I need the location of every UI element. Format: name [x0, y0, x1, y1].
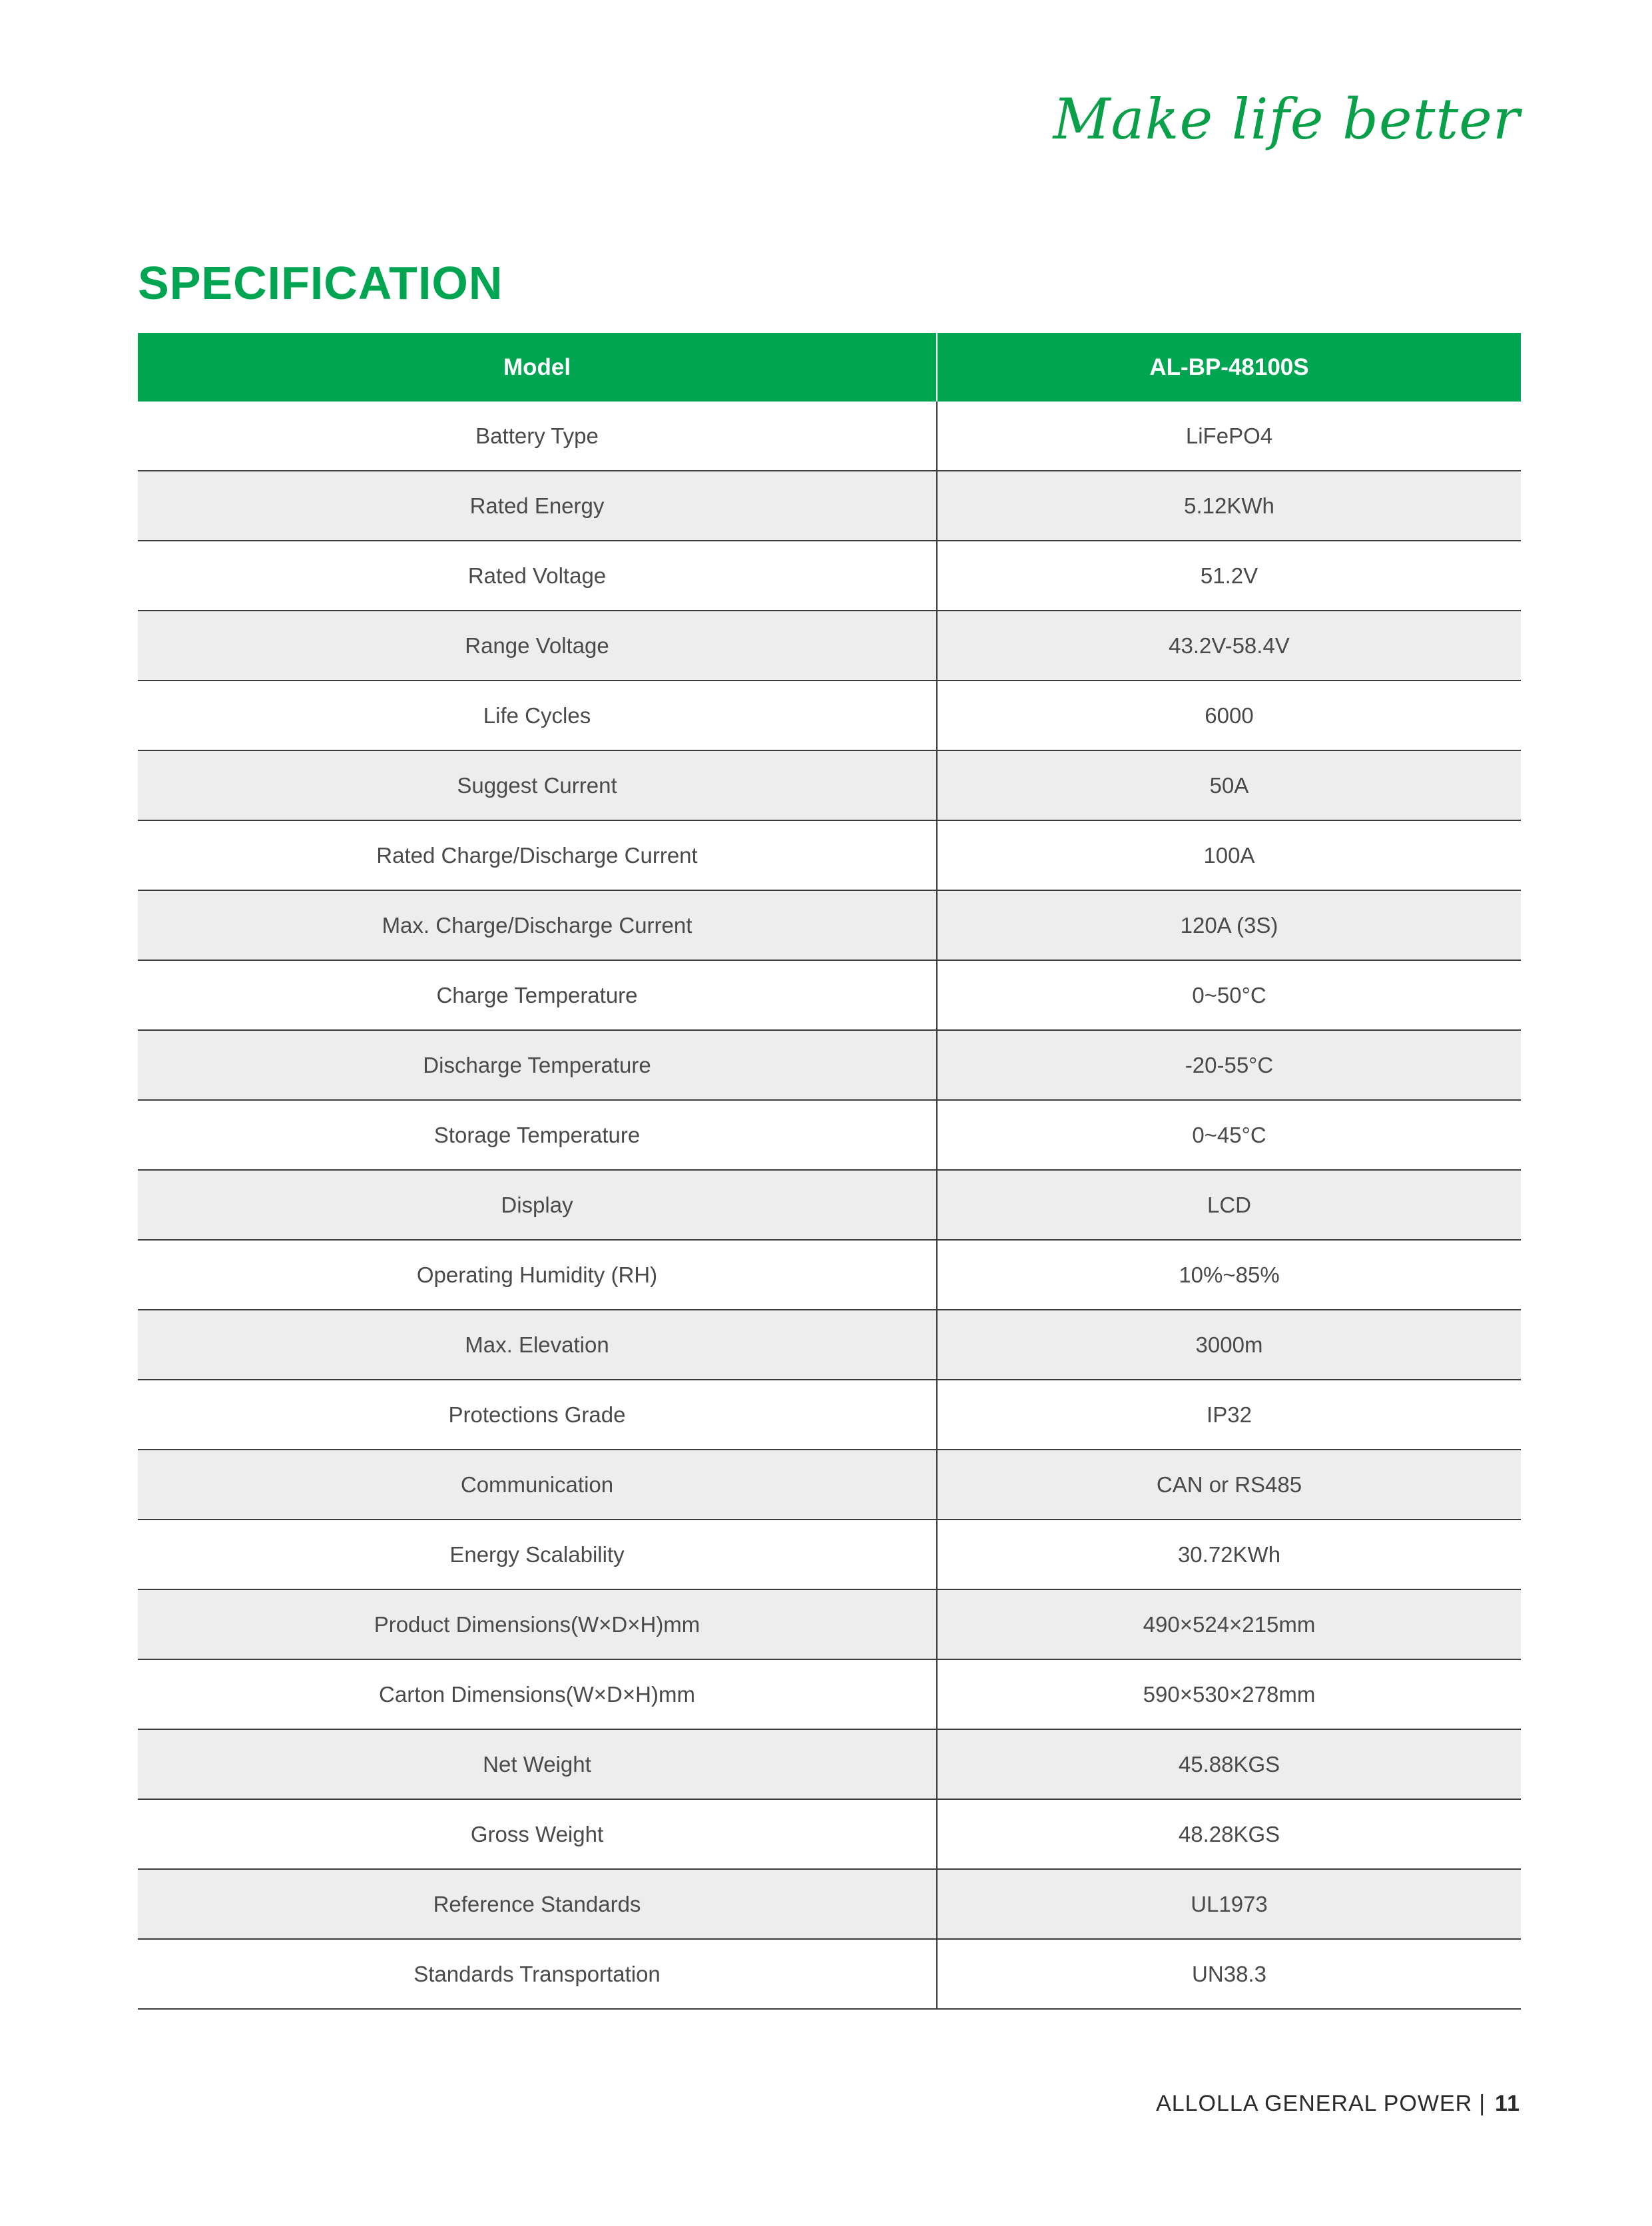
table-cell-value: 0~50°C [937, 960, 1521, 1030]
table-row [138, 890, 1521, 960]
table-row [138, 1310, 1521, 1380]
table-row [138, 541, 1521, 611]
table-cell-label: Reference Standards [138, 1869, 937, 1939]
table-cell-label: Gross Weight [138, 1799, 937, 1869]
table-cell-value: 48.28KGS [937, 1799, 1521, 1869]
table-cell-value: 30.72KWh [937, 1520, 1521, 1589]
table-row [138, 1380, 1521, 1450]
table-cell-label: Storage Temperature [138, 1100, 937, 1170]
tagline: Make life better [1053, 87, 1520, 152]
table-cell-value: IP32 [937, 1380, 1521, 1450]
table-cell-label: Rated Voltage [138, 541, 937, 611]
table-cell-value: 6000 [937, 681, 1521, 750]
table-cell-label: Carton Dimensions(W×D×H)mm [138, 1659, 937, 1729]
table-cell-label: Discharge Temperature [138, 1030, 937, 1100]
table-row [138, 1520, 1521, 1589]
table-cell-label: Rated Charge/Discharge Current [138, 820, 937, 890]
table-cell-value: 590×530×278mm [937, 1659, 1521, 1729]
table-cell-value: LCD [937, 1170, 1521, 1240]
table-cell-value: -20-55°C [937, 1030, 1521, 1100]
table-cell-label: Life Cycles [138, 681, 937, 750]
table-cell-value: 0~45°C [937, 1100, 1521, 1170]
table-header-row [138, 333, 1521, 402]
table-cell-value: 490×524×215mm [937, 1589, 1521, 1659]
table-cell-label: Display [138, 1170, 937, 1240]
table-row [138, 1240, 1521, 1310]
table-cell-value: 43.2V-58.4V [937, 611, 1521, 681]
table-cell-value: 51.2V [937, 541, 1521, 611]
table-cell-label: Net Weight [138, 1729, 937, 1799]
table-cell-value: 3000m [937, 1310, 1521, 1380]
table-cell-value: 5.12KWh [937, 471, 1521, 541]
table-cell-label: Rated Energy [138, 471, 937, 541]
table-row [138, 1939, 1521, 2009]
table-row [138, 1589, 1521, 1659]
table-body [138, 402, 1521, 2009]
table-cell-label: Protections Grade [138, 1380, 937, 1450]
table-row [138, 471, 1521, 541]
table-cell-value: 45.88KGS [937, 1729, 1521, 1799]
table-cell-label: Communication [138, 1450, 937, 1520]
table-cell-value: 100A [937, 820, 1521, 890]
table-cell-label: Max. Elevation [138, 1310, 937, 1380]
table-row [138, 1659, 1521, 1729]
table-cell-value: 10%~85% [937, 1240, 1521, 1310]
table-cell-label: Max. Charge/Discharge Current [138, 890, 937, 960]
table-cell-label: Product Dimensions(W×D×H)mm [138, 1589, 937, 1659]
table-row [138, 1030, 1521, 1100]
table-row [138, 611, 1521, 681]
table-row [138, 960, 1521, 1030]
table-cell-value: CAN or RS485 [937, 1450, 1521, 1520]
specification-table [138, 333, 1521, 2010]
table-cell-value: 50A [937, 750, 1521, 820]
footer-company: ALLOLLA GENERAL POWER [1156, 2091, 1473, 2116]
table-cell-label: Suggest Current [138, 750, 937, 820]
table-cell-label: Battery Type [138, 402, 937, 471]
table-cell-label: Operating Humidity (RH) [138, 1240, 937, 1310]
table-row [138, 1450, 1521, 1520]
table-row [138, 1799, 1521, 1869]
footer [1156, 2091, 1520, 2117]
page-title: SPECIFICATION [138, 257, 503, 309]
table-cell-label: Energy Scalability [138, 1520, 937, 1589]
table-row [138, 1170, 1521, 1240]
table-cell-label: Charge Temperature [138, 960, 937, 1030]
table-cell-label: Standards Transportation [138, 1939, 937, 2009]
table-row [138, 1729, 1521, 1799]
table-cell-value: 120A (3S) [937, 890, 1521, 960]
table-row [138, 402, 1521, 471]
header-cell-label: Model [138, 333, 937, 402]
table-row [138, 1869, 1521, 1939]
table-cell-value: LiFePO4 [937, 402, 1521, 471]
table-cell-value: UN38.3 [937, 1939, 1521, 2009]
page-number: 11 [1495, 2091, 1520, 2116]
table-row [138, 750, 1521, 820]
table-cell-label: Range Voltage [138, 611, 937, 681]
table-cell-value: UL1973 [937, 1869, 1521, 1939]
table-row [138, 820, 1521, 890]
footer-separator: | [1479, 2091, 1486, 2116]
table-row [138, 681, 1521, 750]
table-row [138, 1100, 1521, 1170]
header-cell-value: AL-BP-48100S [937, 333, 1521, 402]
